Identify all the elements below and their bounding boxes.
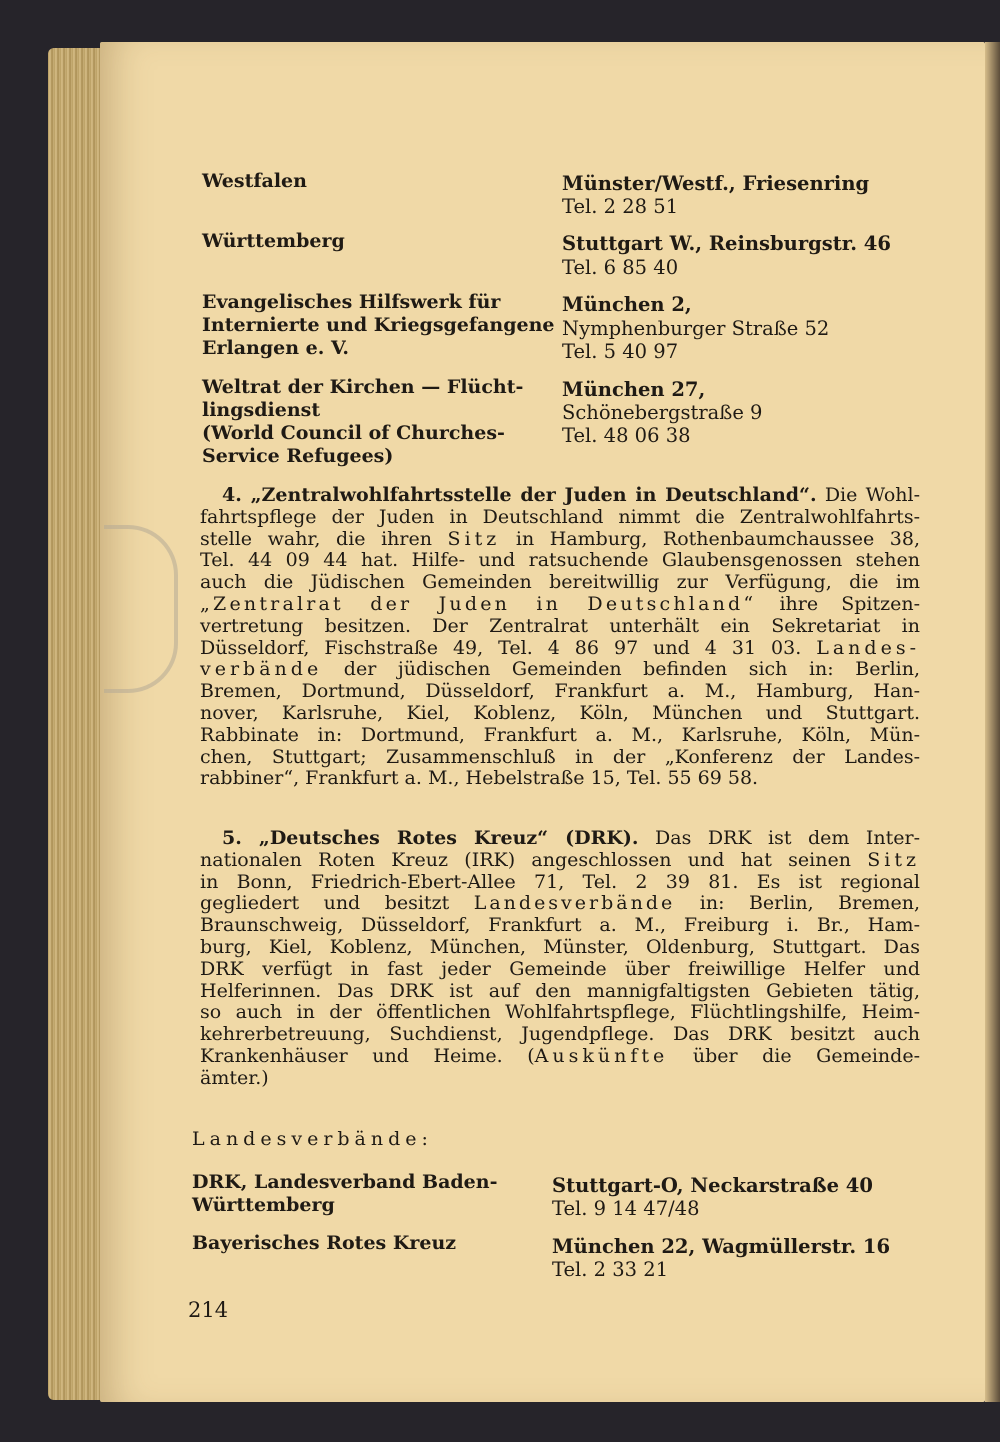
entry-name-line: Weltrat der Kirchen — Flücht- [202, 376, 524, 398]
paragraph-line: rabbiner“, Frankfurt a. M., Hebelstraße 15, Tel. 55 69 58. [200, 767, 759, 790]
entry-name-line: DRK, Landesverband Baden- [192, 1171, 498, 1193]
spaced-text: Landes- [816, 636, 920, 659]
paragraph-line: auch die Jüdischen Gemeinden bereitwillig zur Verfügung, die im [200, 571, 920, 594]
paragraph-line: fahrtspflege der Juden in Deutschland nimmt die Zentralwohlfahrts- [200, 505, 920, 528]
section-5-paragraph [200, 828, 920, 1090]
text-run: gegliedert und besitzt [200, 892, 474, 915]
section-4-paragraph [200, 485, 920, 790]
text-run: in Hamburg, Rothenbaumchaussee 38, [500, 527, 920, 550]
spaced-text: Landesverbände [473, 892, 676, 915]
text-run: stelle wahr, die ihren [200, 527, 448, 550]
text-run: Das DRK ist dem Inter- [638, 827, 920, 849]
spaced-text: Sitz [447, 527, 501, 550]
entry-address: München 2, [562, 293, 692, 316]
entry-name-line: lingsdienst [202, 399, 321, 421]
paragraph-line: so auch in der öffentlichen Wohlfahrtspflege, Flüchtlingshilfe, Heim- [200, 1001, 920, 1024]
paragraph-line [200, 638, 920, 660]
entry-name: Westfalen [202, 170, 307, 192]
entry-name: Württemberg [202, 230, 345, 252]
spaced-text: „Zentralrat der Juden in Deutschland“ [200, 592, 757, 615]
text-run: ihre Spitzen- [756, 592, 920, 615]
text-run: über die Gemeinde- [668, 1044, 920, 1067]
entry-name-line: Erlangen e. V. [202, 337, 349, 359]
paperclip [104, 525, 178, 693]
paragraph-line [200, 485, 920, 507]
text-run: Düsseldorf, Fischstraße 49, Tel. 4 86 97 und 4 31 03. [200, 636, 817, 659]
paragraph-line: kehrerbetreuung, Suchdienst, Jugendpflege. Das DRK besitzt auch [200, 1023, 920, 1046]
paragraph-line: ämter.) [200, 1066, 269, 1089]
entry-address: Stuttgart-O, Neckarstraße 40 [552, 1174, 873, 1197]
entry-phone: Tel. 6 85 40 [562, 256, 679, 279]
text-run: Die Wohl- [816, 484, 921, 506]
entry-name-line: (World Council of Churches- [202, 422, 505, 444]
paragraph-line [200, 828, 920, 850]
text-run: in: Berlin, Bremen, [675, 892, 920, 915]
spaced-text: Auskünfte [534, 1044, 669, 1067]
entry-name-line: Service Refugees) [202, 445, 394, 467]
landesverbaende-heading: Landesverbände: [192, 1128, 433, 1150]
entry-name-line: Württemberg [192, 1194, 335, 1216]
spaced-text: Sitz [867, 848, 920, 871]
entry-phone: Tel. 2 28 51 [562, 195, 679, 218]
text-run: nationalen Roten Kreuz (IRK) angeschlossen und hat seinen [200, 848, 868, 871]
paragraph-line: nover, Karlsruhe, Kiel, Koblenz, Köln, München und Stuttgart. [200, 701, 920, 724]
section-heading: 5. „Deutsches Rotes Kreuz“ (DRK). [222, 827, 639, 849]
text-run: Krankenhäuser und Heime. ( [200, 1044, 535, 1067]
book-gutter [985, 42, 1000, 1402]
entry-address: Münster/Westf., Friesenring [562, 172, 870, 195]
entry-name-line: Internierte und Kriegsgefangene [202, 314, 555, 336]
spaced-text: verbände [200, 658, 323, 681]
paragraph-line [200, 594, 920, 616]
entry-name: Bayerisches Rotes Kreuz [192, 1232, 457, 1254]
paragraph-line: DRK verfügt in fast jeder Gemeinde über freiwillige Helfer und [200, 957, 920, 980]
paragraph-line: vertretung besitzen. Der Zentralrat unterhält ein Sekretariat in [200, 614, 920, 637]
entry-phone: Tel. 5 40 97 [562, 340, 679, 363]
paragraph-line [200, 893, 920, 915]
paragraph-line: Tel. 44 09 44 hat. Hilfe- und ratsuchende Glaubensgenossen stehen [200, 549, 920, 572]
entry-address: München 27, [562, 378, 706, 401]
paragraph-line [200, 1046, 920, 1068]
entry-address: Nymphenburger Straße 52 [562, 317, 830, 340]
paragraph-line [200, 659, 920, 681]
entry-phone: Tel. 2 33 21 [552, 1258, 669, 1281]
paragraph-line: Braunschweig, Düsseldorf, Frankfurt a. M., Freiburg i. Br., Ham- [200, 914, 920, 937]
paragraph-line: chen, Stuttgart; Zusammenschluß in der „Konferenz der Landes- [200, 745, 920, 768]
section-heading: 4. „Zentralwohlfahrtsstelle der Juden in Deutschland“. [222, 484, 817, 506]
paragraph-line: Rabbinate in: Dortmund, Frankfurt a. M., Karlsruhe, Köln, Mün- [200, 723, 920, 746]
entry-name-line: Evangelisches Hilfswerk für [202, 291, 501, 313]
text-run: der jüdischen Gemeinden befinden sich in: Berlin, [322, 658, 920, 681]
paragraph-line [200, 529, 920, 551]
paragraph-line: in Bonn, Friedrich-Ebert-Allee 71, Tel. 2 39 81. Es ist regional [200, 870, 920, 893]
paragraph-line [200, 850, 920, 872]
paragraph-line: Helferinnen. Das DRK ist auf den mannigfaltigsten Gebieten tätig, [200, 979, 920, 1002]
entry-phone: Tel. 48 06 38 [562, 424, 691, 447]
entry-address: München 22, Wagmüllerstr. 16 [552, 1235, 891, 1258]
entry-address: Stuttgart W., Reinsburgstr. 46 [562, 232, 891, 255]
paragraph-line: Bremen, Dortmund, Düsseldorf, Frankfurt a. M., Hamburg, Han- [200, 680, 920, 703]
entry-address: Schönebergstraße 9 [562, 401, 763, 424]
entry-phone: Tel. 9 14 47/48 [552, 1197, 700, 1220]
page-number: 214 [188, 1298, 229, 1322]
paragraph-line: burg, Kiel, Koblenz, München, Münster, Oldenburg, Stuttgart. Das [200, 935, 920, 958]
